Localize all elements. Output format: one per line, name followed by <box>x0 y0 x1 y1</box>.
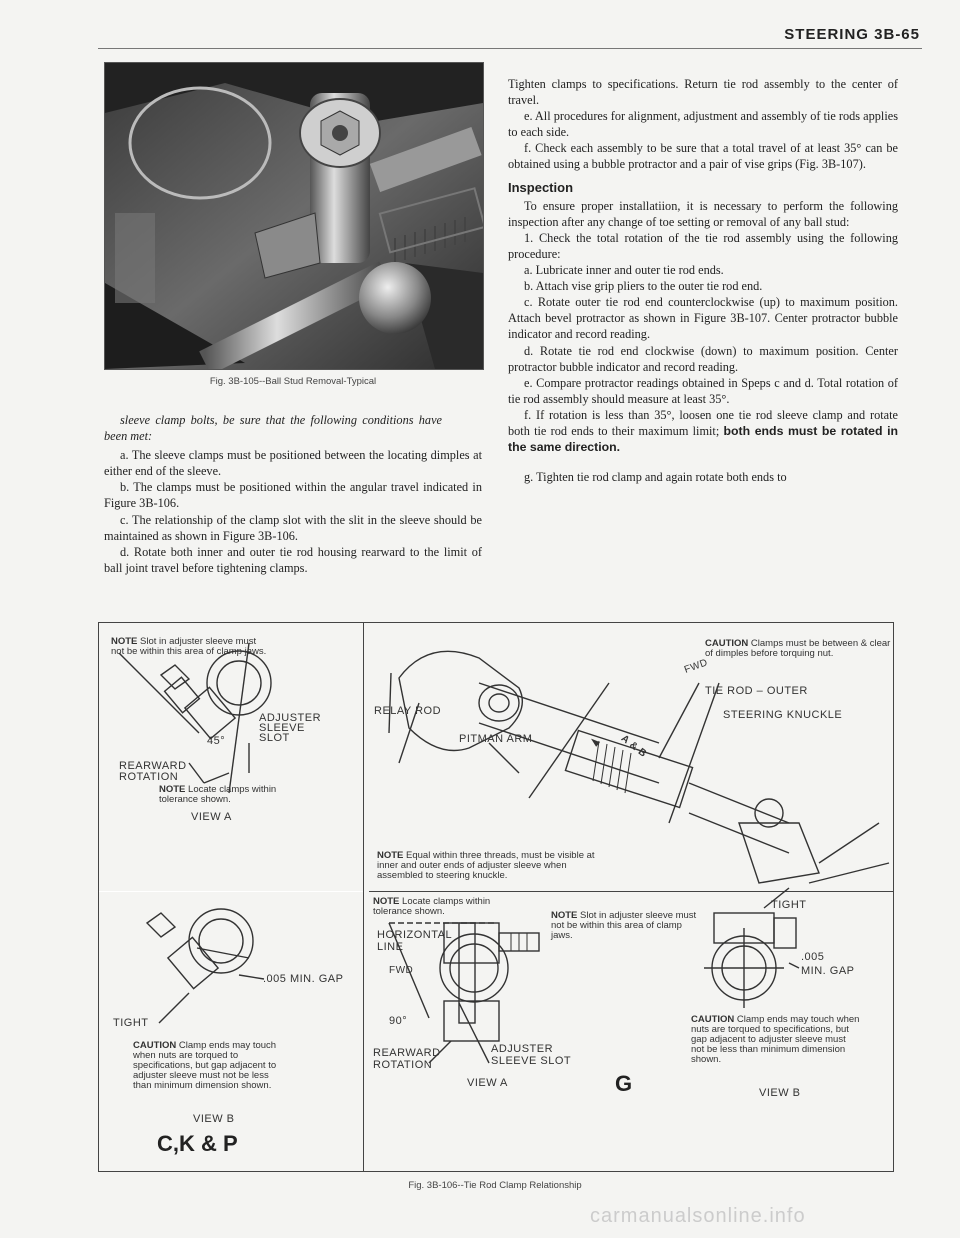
ball-stud-photo <box>104 62 484 370</box>
fwd-arrow-label: ◄ <box>587 732 604 750</box>
note-threads <box>377 851 607 881</box>
step-a: a. The sleeve clamps must be positioned between the locating dimples at either end of the sleeve. <box>104 448 482 479</box>
view-a-label-tl: VIEW A <box>191 811 232 823</box>
inspection-step-b: b. Attach vise grip pliers to the outer tie rod end. <box>524 279 763 294</box>
header-rule <box>98 48 922 49</box>
note-label-5: NOTE <box>551 910 578 921</box>
watermark: carmanualsonline.info <box>590 1205 806 1227</box>
note-label-3: NOTE <box>377 850 404 861</box>
intro-paragraph: sleeve clamp bolts, be sure that the following conditions have been met: <box>104 413 442 444</box>
note-slot-tl-text: Slot in adjuster sleeve must not be within this area of clamp jaws. <box>111 636 267 657</box>
photo-caption: Fig. 3B-105--Ball Stud Removal-Typical <box>209 376 377 387</box>
step-d: d. Rotate both inner and outer tie rod housing rearward to the limit of ball joint travel before tightening clamps. <box>104 544 482 575</box>
angle-45-label: 45° <box>207 735 226 747</box>
figure-3b-106 <box>98 622 894 1172</box>
angle-90-label: 90° <box>389 1015 408 1027</box>
note-label: NOTE <box>111 636 138 647</box>
g-label: G <box>615 1071 633 1096</box>
step-f: f. Check each assembly to be sure that a total travel of at least 35° can be obtained using a bubble protractor and a pair of vise grips (Fig. 3B-107). <box>508 141 898 172</box>
rearward-rotation-bc: REARWARD ROTATION <box>373 1047 441 1071</box>
step-e: e. All procedures for alignment, adjustment and assembly of tie rods applies to each side. <box>508 109 898 140</box>
inspection-step-f <box>508 407 898 455</box>
note-locate-bc-text: Locate clamps within tolerance shown. <box>373 896 491 917</box>
inspection-step-c: c. Rotate outer tie rod end counterclockwise (up) to maximum position. Attach bevel protractor as shown in Figure 3B-107. Center protractor bubble indicator and record reading. <box>508 295 898 342</box>
adjuster-sleeve-slot-bc: ADJUSTER SLEEVE SLOT <box>491 1043 572 1067</box>
page-header: STEERING 3B-65 <box>784 26 920 43</box>
note-label-2: NOTE <box>159 784 186 795</box>
step-c: c. The relationship of the clamp slot with the slit in the sleeve should be maintained as shown in Figure 3B-106. <box>104 512 482 543</box>
caution-label-2: CAUTION <box>705 638 749 649</box>
caution-label: CAUTION <box>133 1040 177 1051</box>
ab-label: A & B <box>618 733 649 760</box>
note-label-4: NOTE <box>373 896 400 907</box>
tighten-paragraph: Tighten clamps to specifications. Return tie rod assembly to the center of travel. <box>508 77 898 108</box>
inspection-step-g: g. Tighten tie rod clamp and again rotate both ends to <box>524 470 787 485</box>
min-gap-label-br: MIN. GAP <box>801 965 855 977</box>
caution-label-3: CAUTION <box>691 1014 735 1025</box>
note-slot-tl <box>111 637 271 657</box>
photo-illustration <box>105 63 483 369</box>
figure-caption: Fig. 3B-106--Tie Rod Clamp Relationship <box>408 1180 582 1191</box>
inspection-step-f-text: f. If rotation is less than 35°, loosen one tie rod sleeve clamp and rotate both tie rod ends to their maximum limit; <box>508 407 898 438</box>
inspection-step-d: d. Rotate tie rod end clockwise (down) to maximum position. Center protractor bubble indicator and record reading. <box>508 343 898 374</box>
inspection-step-a: a. Lubricate inner and outer tie rod ends. <box>524 263 724 278</box>
inspection-step-1: 1. Check the total rotation of the tie rod assembly using the following procedure: <box>508 230 898 261</box>
ck-p-label: C,K & P <box>157 1131 238 1156</box>
rearward-rotation-label: REARWARD ROTATION <box>119 760 187 783</box>
note-locate-tl <box>159 785 289 805</box>
view-a-label-bc: VIEW A <box>467 1077 508 1089</box>
caution-dimples-text: Clamps must be between & clear of dimples before torquing nut. <box>705 638 891 659</box>
inspection-step-f-bold: both ends must be rotated in the same direction. <box>508 423 899 455</box>
min-gap-label-bl: .005 MIN. GAP <box>263 973 344 985</box>
inspection-heading: Inspection <box>508 179 574 195</box>
step-b: b. The clamps must be positioned within the angular travel indicated in Figure 3B-106. <box>104 480 482 511</box>
caution-gap-bl-text: Clamp ends may touch when nuts are torqued to specifications, but gap adjacent to adjuster sleeve must not be less than minimum dimension shown. <box>133 1040 277 1091</box>
caution-gap-bl <box>133 1041 283 1091</box>
inspection-step-e: e. Compare protractor readings obtained in Speps c and d. Total rotation of tie rod assembly should measure at least 35°. <box>508 375 898 406</box>
note-locate-bc <box>373 897 503 917</box>
caution-gap-br-text: Clamp ends may touch when nuts are torqued to specifications, but gap adjacent to adjuster sleeve must not be less than minimum dimension shown. <box>691 1014 860 1065</box>
tight-label-bl: TIGHT <box>113 1017 149 1029</box>
caution-dimples <box>705 639 895 659</box>
left-text-column <box>104 412 482 576</box>
steering-knuckle-label: STEERING KNUCKLE <box>723 709 843 721</box>
note-slot-bc <box>551 911 701 941</box>
inspection-intro: To ensure proper installatiion, it is necessary to perform the following inspection after any change of toe setting or removal of any ball stud: <box>508 198 898 229</box>
note-locate-tl-text: Locate clamps within tolerance shown. <box>159 784 277 805</box>
note-threads-text: Equal within three threads, must be visible at inner and outer ends of adjuster sleeve when assembled to steering knuckle. <box>377 850 595 881</box>
view-b-label-br: VIEW B <box>759 1087 801 1099</box>
note-slot-bc-text: Slot in adjuster sleeve must not be within this area of clamp jaws. <box>551 910 697 941</box>
gap-005-label: .005 <box>801 951 825 963</box>
fwd-label-top: FWD <box>682 657 710 676</box>
right-text-column <box>508 76 898 485</box>
view-b-label-bl: VIEW B <box>193 1113 235 1125</box>
pitman-arm-label: PITMAN ARM <box>459 733 533 745</box>
tight-label-br: TIGHT <box>771 899 807 911</box>
tie-rod-outer-label: TIE ROD – OUTER <box>705 685 808 697</box>
adjuster-sleeve-slot-label: ADJUSTER SLEEVE SLOT <box>259 712 322 744</box>
horizontal-line-label: HORIZONTAL LINE <box>377 929 452 953</box>
fwd-label-bc: FWD <box>389 965 414 976</box>
caution-gap-br <box>691 1015 861 1065</box>
relay-rod-label: RELAY ROD <box>374 705 442 717</box>
